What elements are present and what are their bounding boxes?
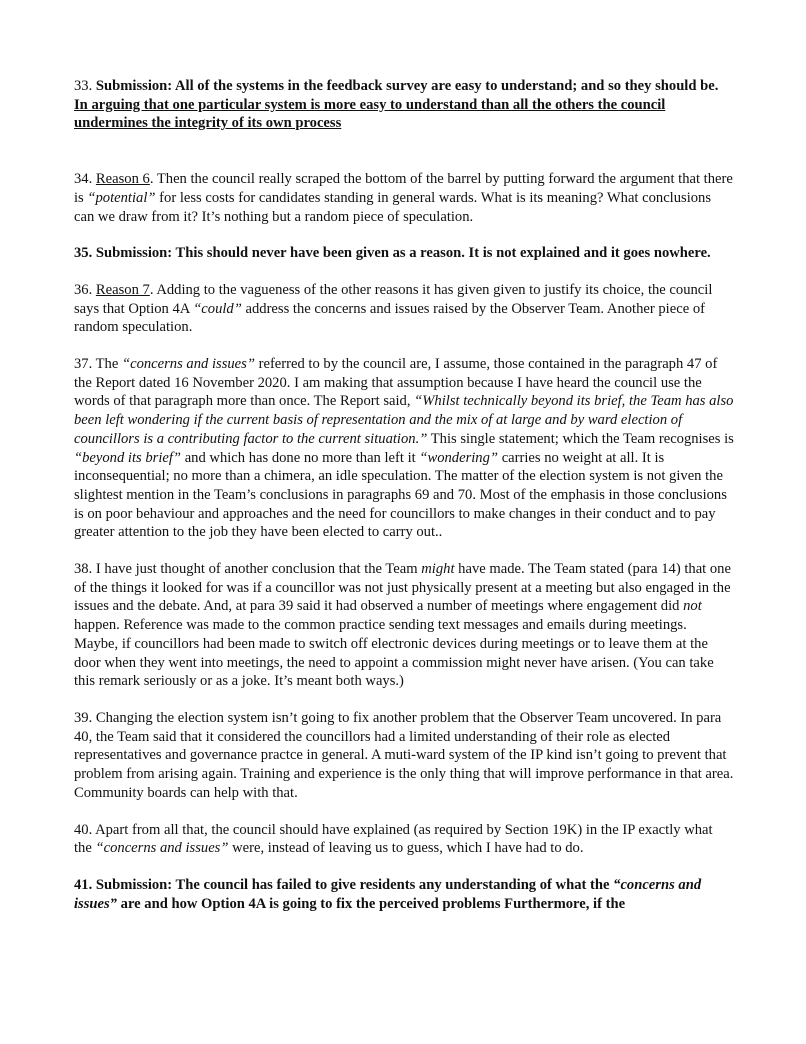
quoted-term: “wondering” (419, 449, 499, 466)
reason-heading: Reason 6 (95, 171, 150, 188)
paragraph-text: and which has done no more than left it (184, 449, 416, 466)
paragraph-number: 41. (74, 876, 93, 893)
paragraph-number: 34. (74, 171, 93, 188)
submission-text: Submission: The council has failed to give residents any understanding of what the (95, 876, 610, 893)
paragraph-text: . Then the council really scraped the bottom of the barrel by putting forward the argument that there is (74, 171, 733, 206)
paragraph-34 (74, 170, 734, 226)
paragraph-text: referred to by the council are, I assume, those contained in the paragraph 47 of the Report dated 16 November 2020. I am making that assumption because I have heard the council use the words of that paragraph more than once. The Report said, (74, 356, 718, 410)
quoted-term: “concerns and issues” (95, 840, 229, 857)
quoted-term: “could” (193, 300, 242, 317)
paragraph-number: 37. The (74, 356, 119, 373)
paragraph-33 (74, 77, 734, 133)
document-page (74, 77, 734, 913)
paragraph-text: . Adding to the vagueness of the other reasons it has given given to justify its choice, the council says that Option 4A (74, 281, 713, 317)
paragraph-36 (74, 281, 734, 337)
quoted-term: “beyond its brief” (74, 449, 182, 466)
quoted-term: “concerns and issues” (121, 356, 255, 373)
paragraph-41 (74, 876, 734, 913)
paragraph-text: address the concerns and issues raised by the Observer Team. Another piece of random speculation. (74, 300, 705, 336)
paragraph-40 (74, 821, 734, 858)
paragraph-39 (74, 709, 734, 803)
paragraph-38 (74, 560, 734, 691)
paragraph-text: This single statement; which the Team recognises is (430, 430, 734, 447)
paragraph-text: carries no weight at all. It is inconsequential; no more than a chimera, an idle speculation. The matter of the election system is not given the slightest mention in the Team’s conclusions in paragraphs 69 and 70. Most of the emphasis in those conclusions is on poor behaviour and approaches and the need for councillors to make changes in their conduct and to pay greater attention to the job they have been elected to carry out.. (74, 449, 727, 541)
emphasis-text: not (683, 598, 702, 615)
emphasis-text: might (421, 561, 455, 578)
paragraph-text: happen. Reference was made to the common practice sending text messages and emails during meetings. Maybe, if councillors had been made to switch off electronic devices during meetings or to leave them at the door when they went into meetings, the need to appoint a commission might never have arisen. (You can take this remark seriously or as a joke. It’s meant both ways.) (74, 617, 714, 690)
paragraph-35 (74, 244, 734, 263)
reason-heading: Reason 7 (95, 281, 150, 298)
paragraph-number: 35. (74, 245, 93, 262)
submission-text: Submission: This should never have been given as a reason. It is not explained and it goes nowhere. (95, 245, 711, 262)
submission-underlined-text: In arguing that one particular system is more easy to understand than all the others the council undermines the integrity of its own process (74, 96, 666, 132)
paragraph-text: were, instead of leaving us to guess, which I have had to do. (232, 840, 584, 857)
paragraph-text: 40. Apart from all that, the council should have explained (as required by Section 19K) in the IP exactly what the (74, 821, 713, 857)
paragraph-text: 39. Changing the election system isn’t going to fix another problem that the Observer Team uncovered. In para 40, the Team said that it considered the councillors had a limited understanding of their role as elected representatives and governance practce in general. A muti-ward system of the IP kind isn’t going to prevent that problem from arising again. Training and experience is the only thing that will improve performance in that area. Community boards can help with that. (74, 709, 734, 801)
paragraph-37 (74, 355, 734, 542)
submission-text: Submission: All of the systems in the feedback survey are easy to understand; and so they should be. (95, 78, 719, 94)
report-quote: “Whilst technically beyond its brief, the Team has also been left wondering if the current basis of representation and the mix of at large and by ward election of councillors is a contributing factor to the current situation.” (74, 393, 734, 447)
paragraph-number: 36. (74, 281, 93, 298)
paragraph-number: 33. (74, 78, 93, 94)
submission-text: are and how Option 4A is going to fix the perceived problems Furthermore, if the (120, 895, 626, 912)
quoted-term: “concerns and issues” (74, 876, 702, 912)
quoted-term: “potential” (87, 189, 156, 206)
paragraph-text: for less costs for candidates standing in general wards. What is its meaning? What conclusions can we draw from it? It’s nothing but a random piece of speculation. (74, 189, 712, 225)
paragraph-text: have made. The Team stated (para 14) that one of the things it looked for was if a councillor was not just physically present at a meeting but also engaged in the issues and the debate. And, at para 39 said it had observed a number of meetings where engagement did (74, 561, 731, 615)
paragraph-text: 38. I have just thought of another conclusion that the Team (74, 561, 418, 578)
